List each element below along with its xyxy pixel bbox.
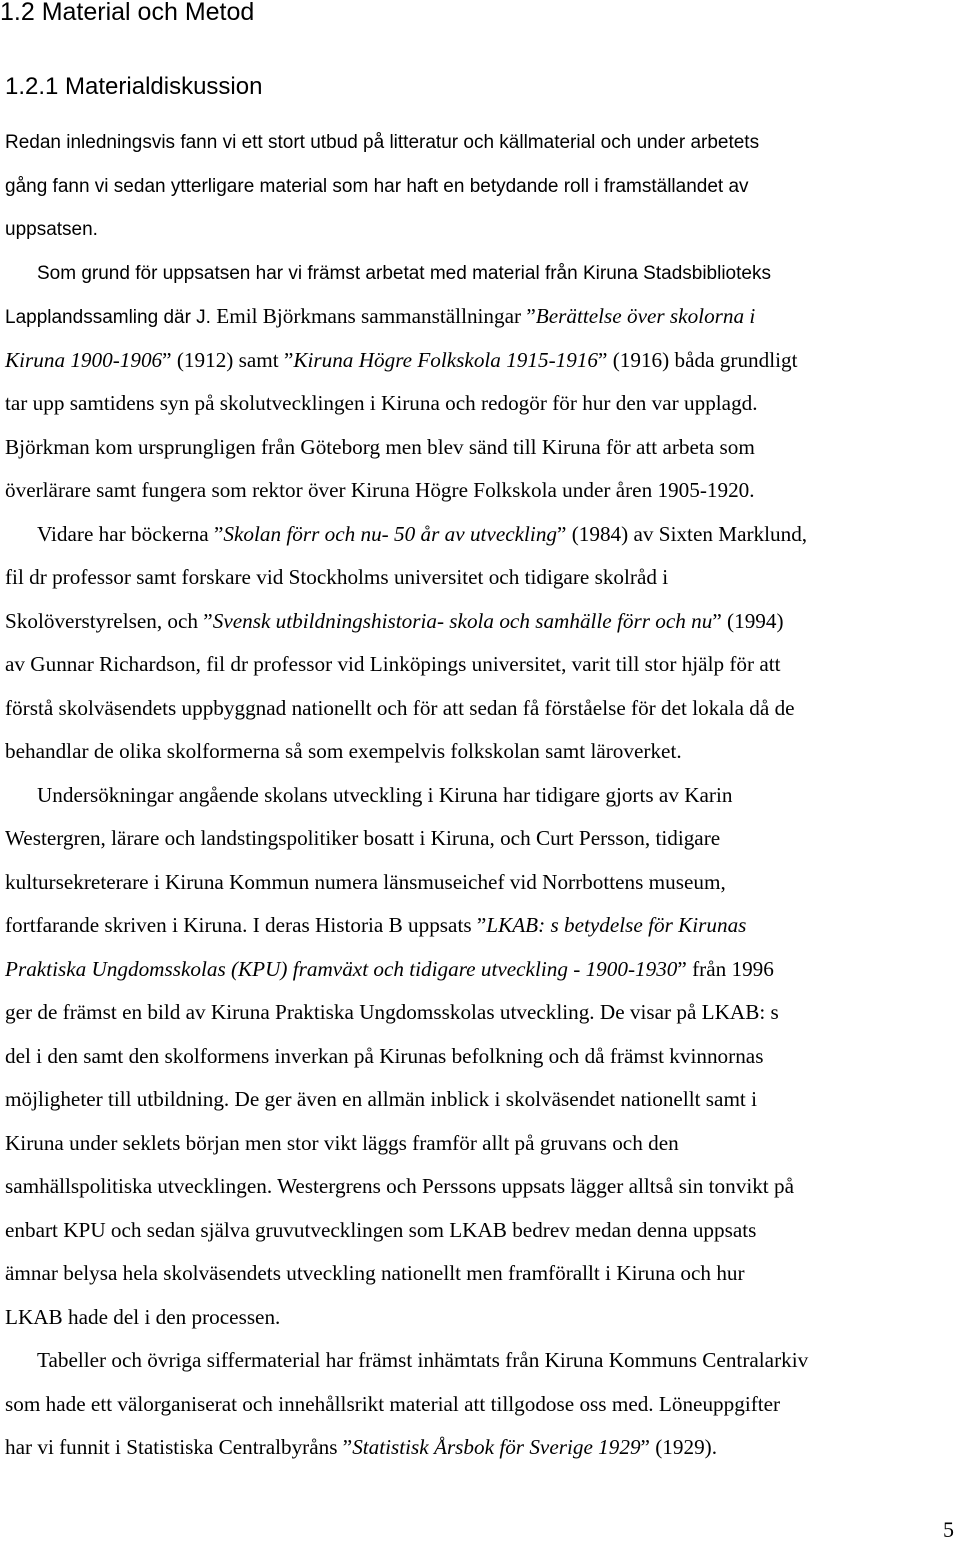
text-line: fortfarande skriven i Kiruna. I deras Historia B uppsats ”LKAB: s betydelse för Kirunas: [5, 913, 747, 937]
text-line: överlärare samt fungera som rektor över Kiruna Högre Folkskola under åren 1905-1920.: [5, 478, 755, 502]
text-line: Kiruna 1900-1906” (1912) samt ”Kiruna Högre Folkskola 1915-1916” (1916) båda grundligt: [5, 347, 798, 372]
body-text: [5, 121, 960, 1470]
text-line: Westergren, lärare och landstingspolitiker bosatt i Kiruna, och Curt Persson, tidigare: [5, 826, 721, 850]
text-line: ämnar belysa hela skolväsendets utveckling nationellt men framförallt i Kiruna och hur: [5, 1261, 745, 1285]
text-line: möjligheter till utbildning. De ger även en allmän inblick i skolväsendet nationellt samt i: [5, 1087, 757, 1111]
text-line: fil dr professor samt forskare vid Stockholms universitet och tidigare skolråd i: [5, 565, 669, 589]
text-line: Undersökningar angående skolans utveckling i Kiruna har tidigare gjorts av Karin: [37, 782, 733, 807]
text-line: Skolöverstyrelsen, och ”Svensk utbildningshistoria- skola och samhälle förr och nu” (1994): [5, 608, 784, 633]
text-line: Tabeller och övriga siffermaterial har främst inhämtats från Kiruna Kommuns Centralarkiv: [37, 1348, 809, 1372]
text-line: uppsatsen.: [5, 219, 98, 240]
text-line: gång fann vi sedan ytterligare material som har haft en betydande roll i framställandet av: [5, 175, 749, 197]
text-line: Björkman kom ursprungligen från Göteborg men blev sänd till Kiruna för att arbeta som: [5, 434, 755, 459]
text-line: kultursekreterare i Kiruna Kommun numera länsmuseichef vid Norrbottens museum,: [5, 869, 726, 894]
text-line: som hade ett välorganiserat och innehållsrikt material att tillgodose oss med. Löneuppgifter: [5, 1391, 781, 1416]
text-line: LKAB hade del i den processen.: [5, 1304, 281, 1329]
text-line: ger de främst en bild av Kiruna Praktiska Ungdomsskolas utveckling. De visar på LKAB: s: [5, 1000, 779, 1024]
text-line: Lapplandssamling där J. Emil Björkmans sammanställningar ”Berättelse över skolorna i: [5, 304, 756, 328]
text-line: del i den samt den skolformens inverkan på Kirunas befolkning och då främst kvinnornas: [5, 1043, 764, 1068]
text-line: tar upp samtidens syn på skolutvecklingen i Kiruna och redogör för hur den var upplagd.: [5, 391, 758, 415]
text-line: Praktiska Ungdomsskolas (KPU) framväxt och tidigare utveckling - 1900-1930” från 1996: [5, 956, 774, 981]
text-line: Som grund för uppsatsen har vi främst arbetat med material från Kiruna Stadsbiblioteks: [37, 262, 771, 284]
text-line: Kiruna under seklets början men stor vikt läggs framför allt på gruvans och den: [5, 1130, 679, 1155]
text-line: Vidare har böckerna ”Skolan förr och nu- 50 år av utveckling” (1984) av Sixten Marklund,: [37, 521, 808, 546]
text-line: samhällspolitiska utvecklingen. Westergrens och Perssons uppsats lägger alltså sin tonvikt på: [5, 1174, 794, 1198]
page-number: 5: [943, 1517, 954, 1542]
text-line: enbart KPU och sedan själva gruvutvecklingen som LKAB bedrev medan denna uppsats: [5, 1217, 757, 1242]
text-line: av Gunnar Richardson, fil dr professor vid Linköpings universitet, varit till stor hjälp för att: [5, 652, 781, 676]
section-heading: 1.2 Material och Metod: [0, 0, 255, 26]
text-line: Redan inledningsvis fann vi ett stort utbud på litteratur och källmaterial och under arbetets: [5, 132, 760, 153]
text-line: har vi funnit i Statistiska Centralbyråns ”Statistisk Årsbok för Sverige 1929” (1929).: [5, 1435, 718, 1459]
text-line: behandlar de olika skolformerna så som exempelvis folkskolan samt läroverket.: [5, 739, 682, 763]
text-line: förstå skolväsendets uppbyggnad nationellt och för att sedan få förståelse för det lokala då de: [5, 695, 795, 720]
subsection-heading: 1.2.1 Materialdiskussion: [5, 73, 263, 100]
